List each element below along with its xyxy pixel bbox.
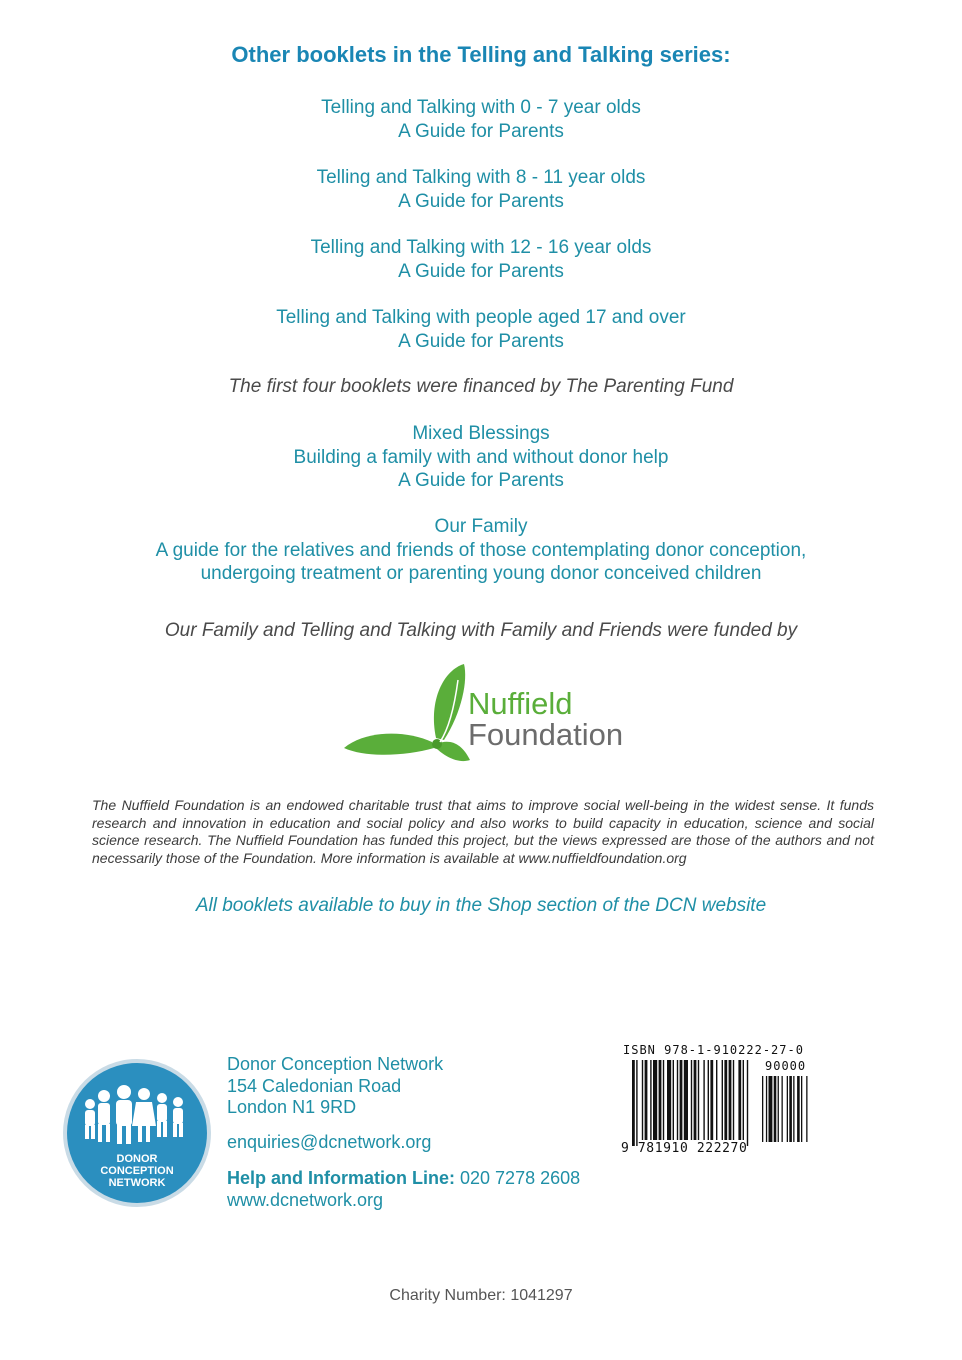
financed-note: The first four booklets were financed by The Parenting Fund — [228, 376, 734, 397]
website-link[interactable]: www.dcnetwork.org — [227, 1190, 384, 1210]
booklet-1 — [0, 166, 962, 213]
nuffield-logo-text — [468, 688, 623, 750]
dcn-logo-icon — [62, 1058, 212, 1208]
booklet-subtitle: A Guide for Parents — [398, 330, 564, 352]
booklet-title: Telling and Talking with 12 - 16 year olds — [310, 237, 652, 258]
booklet-0 — [0, 96, 962, 143]
help-line — [227, 1167, 580, 1189]
address-block — [227, 1054, 443, 1119]
booklet-title: Telling and Talking with people aged 17 and over — [276, 307, 686, 328]
mixed-blessings-line3: A Guide for Parents — [398, 470, 564, 491]
barcode-number: 9 781910 222270 — [621, 1141, 748, 1156]
booklet-3 — [0, 306, 962, 353]
address-org: Donor Conception Network — [227, 1054, 444, 1074]
nuffield-disclaimer: The Nuffield Foundation is an endowed charitable trust that aims to improve social well-being in the widest sense. It funds research and innovation in education and social policy and also works to build capacity in education, science and social science research. The Nuffield Foundation has funded this project, but the views expressed are those of the authors and not necessarily those of the Foundation. More information is available at www.nuffieldfoundation.org — [92, 797, 874, 866]
price-code: 90000 — [765, 1059, 807, 1073]
booklet-subtitle: A Guide for Parents — [398, 120, 564, 142]
foundation-word: Foundation — [468, 717, 624, 752]
booklet-subtitle: A Guide for Parents — [398, 260, 564, 282]
dcn-logo-line3: NETWORK — [108, 1177, 166, 1189]
shop-note: All booklets available to buy in the Shop section of the DCN website — [195, 895, 767, 916]
our-family-line2: A guide for the relatives and friends of those contemplating donor conception, — [155, 539, 807, 561]
our-family-line3: undergoing treatment or parenting young donor conceived children — [200, 563, 762, 584]
help-block — [227, 1167, 580, 1211]
email-link[interactable]: enquiries@dcnetwork.org — [227, 1132, 432, 1152]
funded-by-note: Our Family and Telling and Talking with Family and Friends were funded by — [164, 620, 798, 641]
booklet-title: Telling and Talking with 0 - 7 year olds — [321, 97, 641, 118]
help-phone[interactable]: 020 7278 2608 — [460, 1168, 581, 1188]
address-street: 154 Caledonian Road — [227, 1075, 402, 1096]
dcn-logo-line2: CONCEPTION — [100, 1165, 174, 1177]
booklet-title: Telling and Talking with 8 - 11 year olds — [316, 167, 646, 188]
page-heading: Other booklets in the Telling and Talking series: — [231, 42, 731, 67]
isbn-text: ISBN 978-1-910222-27-0 — [623, 1043, 804, 1057]
dcn-logo-line1: DONOR — [116, 1153, 158, 1165]
our-family-title: Our Family — [434, 516, 528, 537]
nuffield-word: Nuffield — [468, 686, 573, 721]
help-label: Help and Information Line: — [227, 1168, 455, 1188]
booklet-subtitle: A Guide for Parents — [398, 190, 564, 212]
booklet-2 — [0, 236, 962, 283]
mixed-blessings — [0, 422, 962, 493]
address-city: London N1 9RD — [227, 1097, 357, 1117]
mixed-blessings-line2: Building a family with and without donor help — [293, 446, 669, 468]
charity-number: Charity Number: 1041297 — [389, 1287, 573, 1304]
mixed-blessings-title: Mixed Blessings — [412, 423, 550, 444]
our-family — [0, 515, 962, 586]
